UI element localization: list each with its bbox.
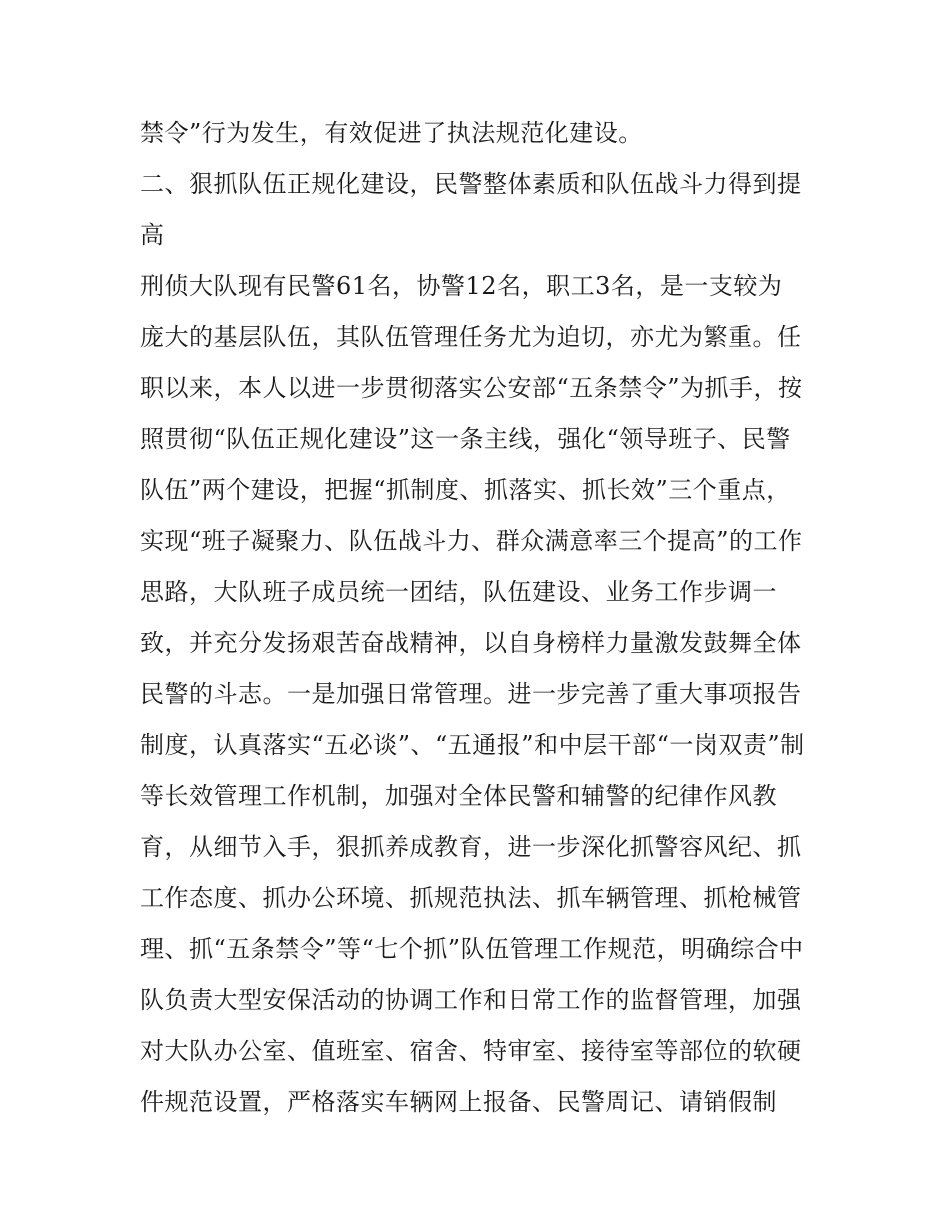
text-line: 禁令”行为发生，有效促进了执法规范化建设。 <box>140 119 643 147</box>
text-line: 制度，认真落实“五必谈”、“五通报”和中层干部“一岗双责”制 <box>140 731 805 759</box>
text-line: 等长效管理工作机制，加强对全体民警和辅警的纪律作风教 <box>140 782 777 810</box>
text-line: 照贯彻“队伍正规化建设”这一条主线，强化“领导班子、民警 <box>140 425 791 453</box>
text-line: 思路，大队班子成员统一团结，队伍建设、业务工作步调一 <box>140 578 777 606</box>
section-heading-line: 二、狠抓队伍正规化建设，民警整体素质和队伍战斗力得到提 <box>140 170 802 198</box>
text-line: 队负责大型安保活动的协调工作和日常工作的监督管理，加强 <box>140 986 802 1014</box>
text-line: 件规范设置，严格落实车辆网上报备、民警周记、请销假制 <box>140 1088 777 1116</box>
text-line: 队伍”两个建设，把握“抓制度、抓落实、抓长效”三个重点， <box>140 476 791 504</box>
text-line: 工作态度、抓办公环境、抓规范执法、抓车辆管理、抓枪械管 <box>140 884 802 912</box>
text-line: 民警的斗志。一是加强日常管理。进一步完善了重大事项报告 <box>140 680 802 708</box>
text-line: 致，并充分发扬艰苦奋战精神，以自身榜样力量激发鼓舞全体 <box>140 629 802 657</box>
document-body <box>140 108 820 1128</box>
text-line: 刑侦大队现有民警61名，协警12名，职工3名，是一支较为 <box>140 272 783 300</box>
text-line: 实现“班子凝聚力、队伍战斗力、群众满意率三个提高”的工作 <box>140 527 803 555</box>
text-line: 职以来，本人以进一步贯彻落实公安部“五条禁令”为抓手，按 <box>140 374 803 402</box>
text-line: 对大队办公室、值班室、宿舍、特审室、接待室等部位的软硬 <box>140 1037 802 1065</box>
section-heading-line: 高 <box>140 221 165 249</box>
text-line: 理、抓“五条禁令”等“七个抓”队伍管理工作规范，明确综合中 <box>140 935 804 963</box>
text-line: 育，从细节入手，狠抓养成教育，进一步深化抓警容风纪、抓 <box>140 833 802 861</box>
text-line: 庞大的基层队伍，其队伍管理任务尤为迫切，亦尤为繁重。任 <box>140 323 802 351</box>
